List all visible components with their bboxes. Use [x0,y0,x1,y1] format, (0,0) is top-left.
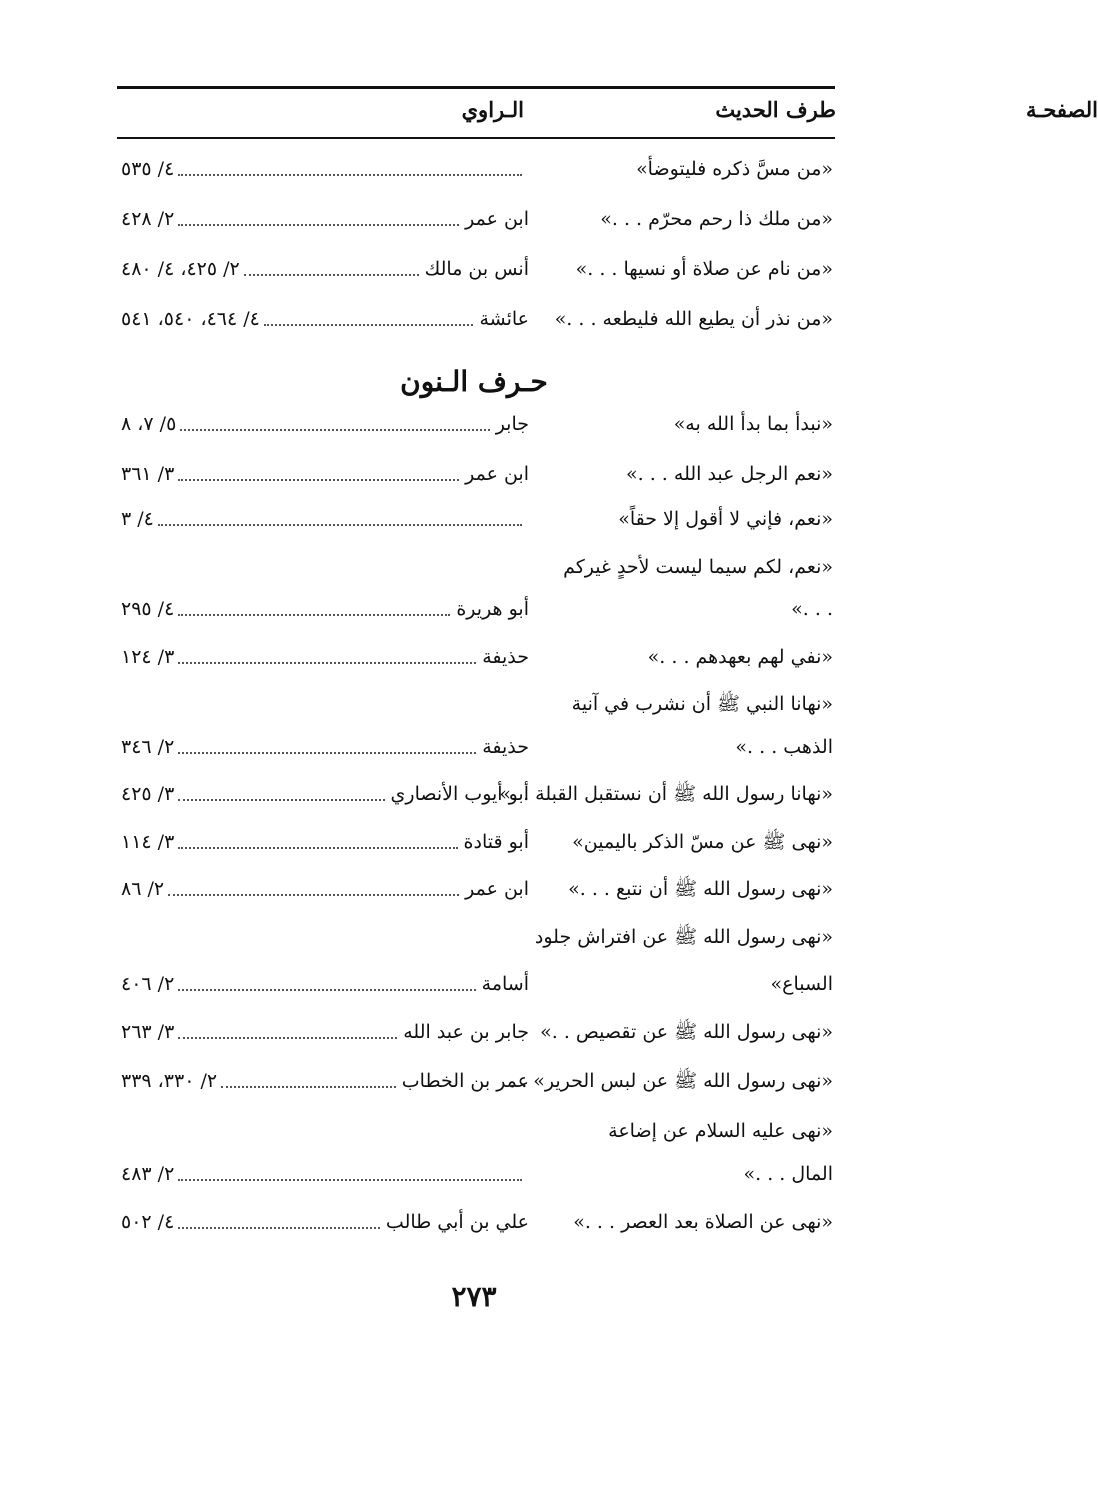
index-row [117,728,835,764]
hadith-text: «من نام عن صلاة أو نسيها . . .» [575,258,833,280]
page-reference: ٢/ ٤٨٣ [121,1163,175,1185]
dot-leader [158,524,522,526]
index-row [117,965,835,1001]
hadith-text: «نهى رسول الله ﷺ عن لبس الحرير» . . [509,1070,833,1092]
dot-leader [178,1179,522,1181]
dot-leader [178,847,457,849]
page-reference: ٤/ ٥٣٥ [121,158,175,180]
hadith-text: . . .» [791,598,833,620]
page-reference: ٢/ ٤٢٨ [121,208,175,230]
page-reference: ٤/ ٥٠٢ [121,1211,175,1233]
index-row [117,1112,835,1148]
dot-leader [178,752,476,754]
narrator-text: أبو هريرة [456,598,529,620]
hadith-text: الذهب . . .» [735,736,833,758]
top-rule [117,86,835,89]
hadith-text: «نهى ﷺ عن مسّ الذكر باليمين» [572,831,833,853]
index-row [117,200,835,236]
dot-leader [244,274,419,276]
page-reference: ٢/ ٣٣٠، ٣٣٩ [121,1070,218,1092]
dot-leader [178,174,522,176]
page-reference: ٣/ ٤٢٥ [121,783,175,805]
dot-leader [178,1227,380,1229]
index-row [117,870,835,906]
header-narrator: الـراوي [461,97,524,122]
narrator-text: عمر بن الخطاب [401,1070,529,1092]
page-reference: ٥/ ٧، ٨ [121,413,177,435]
page-reference: ٣/ ٢٦٣ [121,1021,175,1043]
page-reference: ٢/ ٤٠٦ [121,973,175,995]
hadith-text: «نفي لهم بعهدهم . . .» [647,646,833,668]
dot-leader [178,989,475,991]
dot-leader [178,799,384,801]
hadith-text: «نهى عليه السلام عن إضاعة [608,1120,833,1142]
narrator-text: أبو قتادة [463,831,529,853]
hadith-text: «نهى رسول الله ﷺ عن تقصيص . .» [540,1021,833,1043]
index-row [117,638,835,674]
dot-leader [180,429,489,431]
index-row [117,500,835,536]
narrator-text: جابر بن عبد الله [403,1021,529,1043]
hadith-text: «من مسَّ ذكره فليتوضأ» [636,158,833,180]
index-row [117,1062,835,1098]
index-row [117,405,835,441]
index-row [117,1203,835,1239]
narrator-text: ابن عمر [465,463,529,485]
hadith-text: «من ملك ذا رحم محرّم . . .» [600,208,833,230]
narrator-text: ابن عمر [465,208,529,230]
dot-leader [168,894,459,896]
page-reference: ٢/ ٤٢٥، ٤/ ٤٨٠ [121,258,240,280]
header-hadith: طرف الحديث [715,97,836,122]
hadith-text: المال . . .» [743,1163,833,1185]
hadith-text: «نهانا النبي ﷺ أن نشرب في آنية [571,693,833,715]
narrator-text: حذيفة [482,646,529,668]
page-reference: ٣/ ١٢٤ [121,646,175,668]
page-reference: ٣/ ١١٤ [121,831,175,853]
hadith-text: «نعم الرجل عبد الله . . .» [626,463,833,485]
header-rule [117,137,835,139]
index-row [117,775,835,811]
hadith-text: «نبدأ بما بدأ الله به» [673,413,833,435]
section-title: حـرف الـنون [400,365,548,398]
narrator-text: حذيفة [482,736,529,758]
hadith-text: «نهانا رسول الله ﷺ أن نستقبل القبلة . .» [499,783,833,805]
page-reference: ٢/ ٨٦ [121,878,165,900]
page-reference: ٣/ ٣٦١ [121,463,175,485]
hadith-text: «نهى عن الصلاة بعد العصر . . .» [573,1211,833,1233]
index-row [117,250,835,286]
dot-leader [221,1086,396,1088]
dot-leader [178,662,476,664]
index-row [117,918,835,954]
narrator-text: أسامة [481,973,529,995]
header-page: الصفحـة [1025,97,1098,122]
hadith-text: «نهى رسول الله ﷺ أن نتبع . . .» [568,878,833,900]
narrator-text: عائشة [479,308,529,330]
index-row [117,300,835,336]
index-row [117,590,835,626]
hadith-text: «نهى رسول الله ﷺ عن افتراش جلود [534,926,833,948]
dot-leader [178,479,459,481]
index-row [117,1013,835,1049]
index-row [117,455,835,491]
page-number: ٢٧٣ [451,1280,497,1313]
dot-leader [264,324,474,326]
hadith-text: «نعم، فإني لا أقول إلا حقاً» [618,508,833,530]
page-reference: ٤/ ٤٦٤، ٥٤٠، ٥٤١ [121,308,260,330]
index-row [117,685,835,721]
hadith-text: السباع» [770,973,833,995]
page-reference: ٤/ ٢٩٥ [121,598,175,620]
narrator-text: علي بن أبي طالب [385,1211,529,1233]
page-reference: ٤/ ٣ [121,508,154,530]
dot-leader [178,1037,397,1039]
narrator-text: أبو أيوب الأنصاري [390,783,529,805]
dot-leader [178,614,450,616]
narrator-text: جابر [495,413,529,435]
page-reference: ٢/ ٣٤٦ [121,736,175,758]
hadith-text: «من نذر أن يطيع الله فليطعه . . .» [554,308,833,330]
index-row [117,150,835,186]
index-row [117,823,835,859]
narrator-text: ابن عمر [465,878,529,900]
dot-leader [178,224,459,226]
index-row [117,1155,835,1191]
hadith-text: «نعم، لكم سيما ليست لأحدٍ غيركم [563,556,833,578]
narrator-text: أنس بن مالك [424,258,529,280]
index-row [117,548,835,584]
